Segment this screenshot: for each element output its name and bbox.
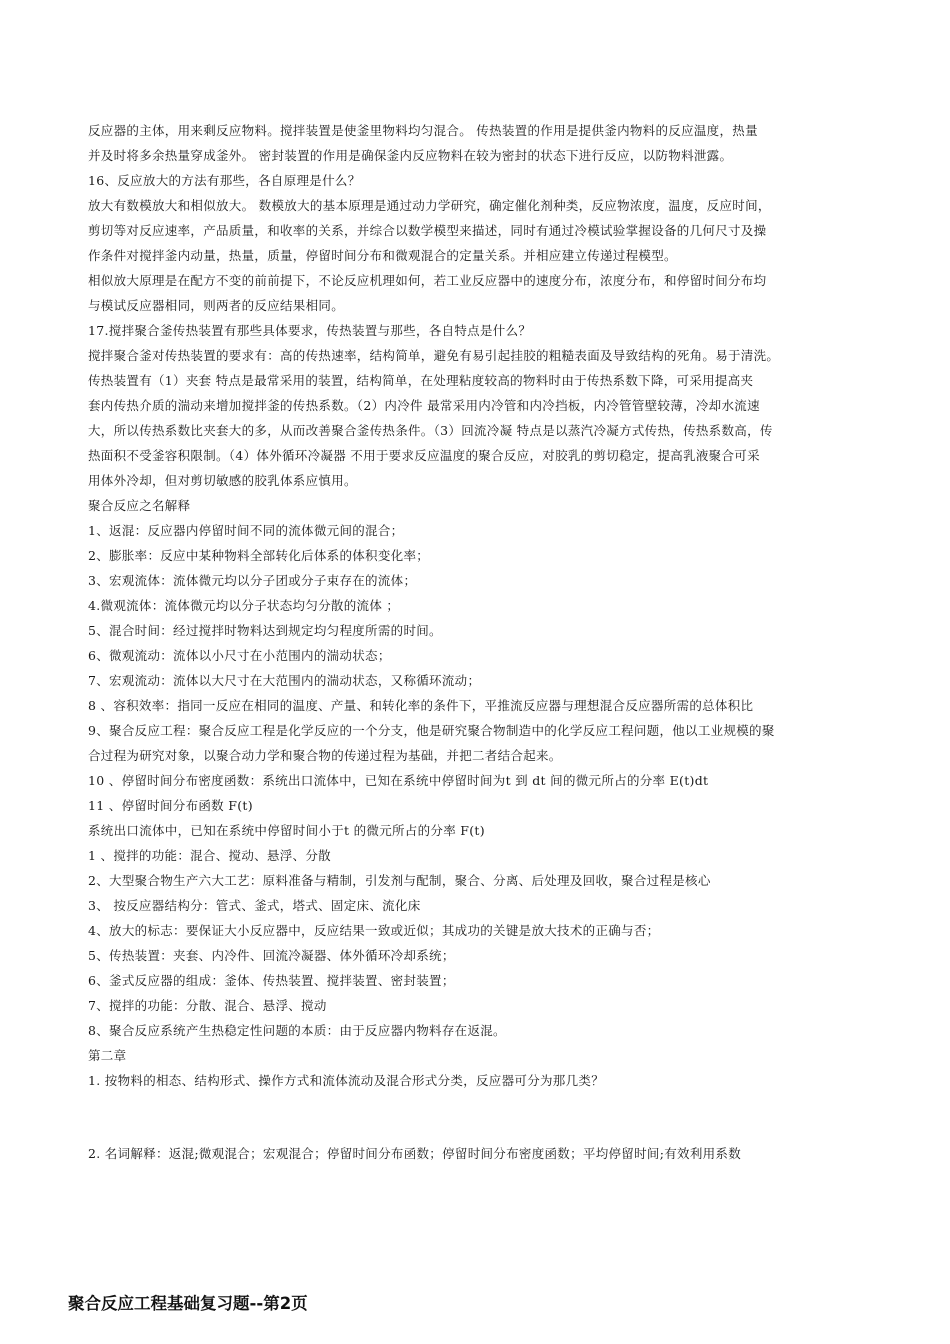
question-item: 1. 按物料的相态、结构形式、操作方式和流体流动及混合形式分类，反应器可分为那几类？ (88, 1073, 605, 1088)
text-line: 大，所以传热系数比夹套大的多，从而改善聚合釜传热条件。（3）回流冷凝 特点是以蒸汽冷凝方式传热，传热系数高，传 (88, 423, 773, 438)
text-line: 放大有数模放大和相似放大。 数模放大的基本原理是通过动力学研究，确定催化剂种类，反应物浓度，温度，反应时间， (88, 198, 771, 213)
definition-item: 11 、停留时间分布函数 F(t) (88, 798, 253, 813)
document-body (88, 118, 860, 1166)
text-line: 与模试反应器相同，则两者的反应结果相同。 (88, 298, 345, 313)
definition-item: 1、返混：反应器内停留时间不同的流体微元间的混合； (88, 523, 404, 538)
list-item: 8、聚合反应系统产生热稳定性问题的本质：由于反应器内物料存在返混。 (88, 1023, 506, 1038)
list-item: 1 、搅拌的功能：混合、搅动、悬浮、分散 (88, 848, 331, 863)
definition-item: 3、宏观流体：流体微元均以分子团或分子束存在的流体； (88, 573, 417, 588)
list-item: 4、放大的标志：要保证大小反应器中，反应结果一致或近似；其成功的关键是放大技术的正确与否； (88, 923, 660, 938)
text-line: 传热装置有（1）夹套 特点是最常采用的装置，结构简单，在处理粘度较高的物料时由于传热系数下降，可采用提高夹 (88, 373, 754, 388)
question-heading: 17.搅拌聚合釜传热装置有那些具体要求，传热装置与那些，各自特点是什么？ (88, 323, 532, 338)
spacer (88, 1131, 860, 1141)
spacer (88, 1093, 860, 1131)
text-line: 作条件对搅拌釜内动量，热量，质量，停留时间分布和微观混合的定量关系。并相应建立传递过程模型。 (88, 248, 677, 263)
page-footer: 聚合反应工程基础复习题--第2页 (68, 1294, 308, 1313)
definition-item: 10 、停留时间分布密度函数：系统出口流体中，已知在系统中停留时间为t 到 dt 间的微元所占的分率 E(t)dt (88, 773, 709, 788)
question-heading: 16、反应放大的方法有那些，各自原理是什么？ (88, 173, 361, 188)
definition-item: 系统出口流体中，已知在系统中停留时间小于t 的微元所占的分率 F(t) (88, 823, 485, 838)
chapter-heading: 第二章 (88, 1048, 127, 1063)
definition-item: 8 、容积效率：指同一反应在相同的温度、产量、和转化率的条件下，平推流反应器与理想混合反应器所需的总体积比 (88, 698, 754, 713)
text-line: 套内传热介质的湍动来增加搅拌釜的传热系数。（2）内冷件 最常采用内冷管和内冷挡板，内冷管管壁较薄，冷却水流速 (88, 398, 760, 413)
list-item: 7、搅拌的功能：分散、混合、悬浮、搅动 (88, 998, 327, 1013)
text-line: 剪切等对反应速率，产品质量，和收率的关系，并综合以数学模型来描述，同时有通过冷模试验掌握设备的几何尺寸及操 (88, 223, 767, 238)
definition-item: 5、混合时间：经过搅拌时物料达到规定均匀程度所需的时间。 (88, 623, 442, 638)
text-line: 搅拌聚合釜对传热装置的要求有：高的传热速率，结构简单，避免有易引起挂胶的粗糙表面及导致结构的死角。易于清洗。 (88, 348, 780, 363)
definition-item: 合过程为研究对象，以聚合动力学和聚合物的传递过程为基础，并把二者结合起来。 (88, 748, 562, 763)
text-line: 相似放大原理是在配方不变的前前提下，不论反应机理如何，若工业反应器中的速度分布，浓度分布，和停留时间分布均 (88, 273, 767, 288)
definition-item: 4.微观流体：流体微元均以分子状态均匀分散的流体 ； (88, 598, 400, 613)
definition-item: 6、微观流动：流体以小尺寸在小范围内的湍动状态； (88, 648, 391, 663)
text-line: 并及时将多余热量穿成釜外。 密封装置的作用是确保釜内反应物料在较为密封的状态下进行反应，以防物料泄露。 (88, 148, 733, 163)
definition-item: 2、膨胀率：反应中某种物料全部转化后体系的体积变化率； (88, 548, 430, 563)
definition-item: 9、聚合反应工程：聚合反应工程是化学反应的一个分支，他是研究聚合物制造中的化学反应工程问题，他以工业规模的聚 (88, 723, 775, 738)
text-line: 热面积不受釜容积限制。（4）体外循环冷凝器 不用于要求反应温度的聚合反应，对胶乳的剪切稳定，提高乳液聚合可采 (88, 448, 760, 463)
text-line: 用体外冷却，但对剪切敏感的胶乳体系应慎用。 (88, 473, 357, 488)
question-item: 2. 名词解释：返混;微观混合；宏观混合；停留时间分布函数；停留时间分布密度函数；平均停留时间;有效利用系数 (88, 1146, 742, 1161)
list-item: 2、大型聚合物生产六大工艺：原料准备与精制，引发剂与配制，聚合、分离、后处理及回收，聚合过程是核心 (88, 873, 711, 888)
text-line: 反应器的主体，用来剩反应物料。搅拌装置是使釜里物料均匀混合。 传热装置的作用是提供釜内物料的反应温度，热量 (88, 123, 758, 138)
definition-item: 7、宏观流动：流体以大尺寸在大范围内的湍动状态，又称循环流动； (88, 673, 481, 688)
list-item: 3、 按反应器结构分：管式、釜式，塔式、固定床、流化床 (88, 898, 421, 913)
section-heading: 聚合反应之名解释 (88, 498, 191, 513)
list-item: 6、釜式反应器的组成：釜体、传热装置、搅拌装置、密封装置； (88, 973, 455, 988)
list-item: 5、传热装置：夹套、内冷件、回流冷凝器、体外循环冷却系统； (88, 948, 455, 963)
